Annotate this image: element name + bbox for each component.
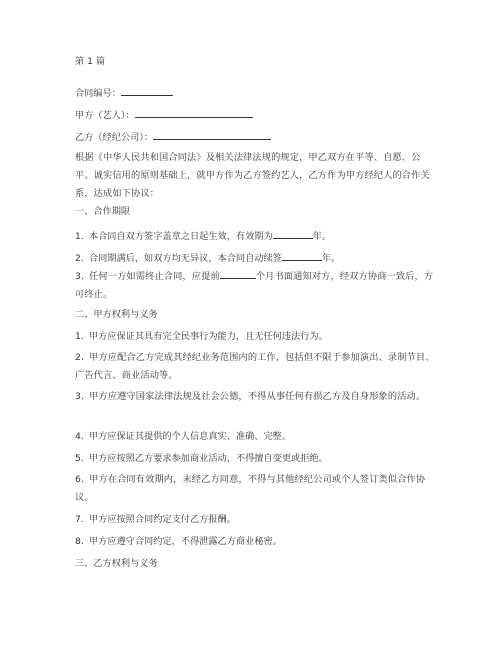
section-2-item-1: 1. 甲方应保证其具有完全民事行为能力，且无任何违法行为。 — [75, 331, 328, 342]
party-b-line — [75, 129, 271, 144]
section-2-item-2: 2. 甲方应配合乙方完成其经纪业务范围内的工作，包括但不限于参加演出、录制节目、广告代言、商业活动等。 — [75, 352, 435, 381]
section-2-item-6: 6. 甲方在合同有效期内，未经乙方同意，不得与其他经纪公司或个人签订类似合作协议。 — [75, 474, 426, 503]
term-years-blank — [273, 228, 313, 239]
party-b-label: 乙方（经纪公司）： — [75, 132, 154, 143]
section-1-item-3: 3. 任何一方如需终止合同，应提前 个月书面通知对方，经双方协商一致后，方可终止。 — [75, 268, 435, 304]
section-2-item-8: 8. 甲方应遵守合同约定，不得泄露乙方商业秘密。 — [75, 536, 282, 547]
preamble-paragraph: 根据《中华人民共和国合同法》及相关法律法规的规定，甲乙双方在平等、自愿、公平、诚实信用的原则基础上，就甲方作为乙方签约艺人，乙方作为甲方经纪人的合作关系，达成如下协议： — [75, 152, 430, 199]
contract-number-blank — [121, 85, 173, 96]
section-3-title: 三、乙方权利与义务 — [75, 558, 158, 569]
section-2-item-3: 3. 甲方应遵守国家法律法规及社会公德，不得从事任何有损乙方及自身形象的活动。 — [75, 391, 426, 402]
contract-number-label: 合同编号： — [75, 88, 121, 99]
party-a-label: 甲方（艺人）： — [75, 110, 135, 121]
section-1-title: 一、合作期限 — [75, 206, 131, 217]
page-heading: 第 1 篇 — [75, 56, 106, 67]
section-2-item-5: 5. 甲方应按照乙方要求参加商业活动，不得擅自变更或拒绝。 — [75, 453, 328, 464]
notice-months-blank — [220, 268, 256, 279]
contract-number-line — [75, 85, 173, 100]
party-a-line — [75, 107, 253, 122]
section-1-item-2: 2. 合同期满后，如双方均无异议，本合同自动续签 年。 — [75, 250, 340, 265]
renewal-years-blank — [282, 250, 322, 261]
party-a-blank — [135, 107, 253, 118]
party-b-blank — [153, 129, 271, 140]
section-2-item-7: 7. 甲方应按照合同约定支付乙方报酬。 — [75, 514, 236, 525]
section-2-item-4: 4. 甲方应保证其提供的个人信息真实、准确、完整。 — [75, 431, 292, 442]
section-1-item-1: 1. 本合同自双方签字盖章之日起生效，有效期为 年。 — [75, 228, 331, 243]
section-2-title: 二、甲方权利与义务 — [75, 309, 158, 320]
